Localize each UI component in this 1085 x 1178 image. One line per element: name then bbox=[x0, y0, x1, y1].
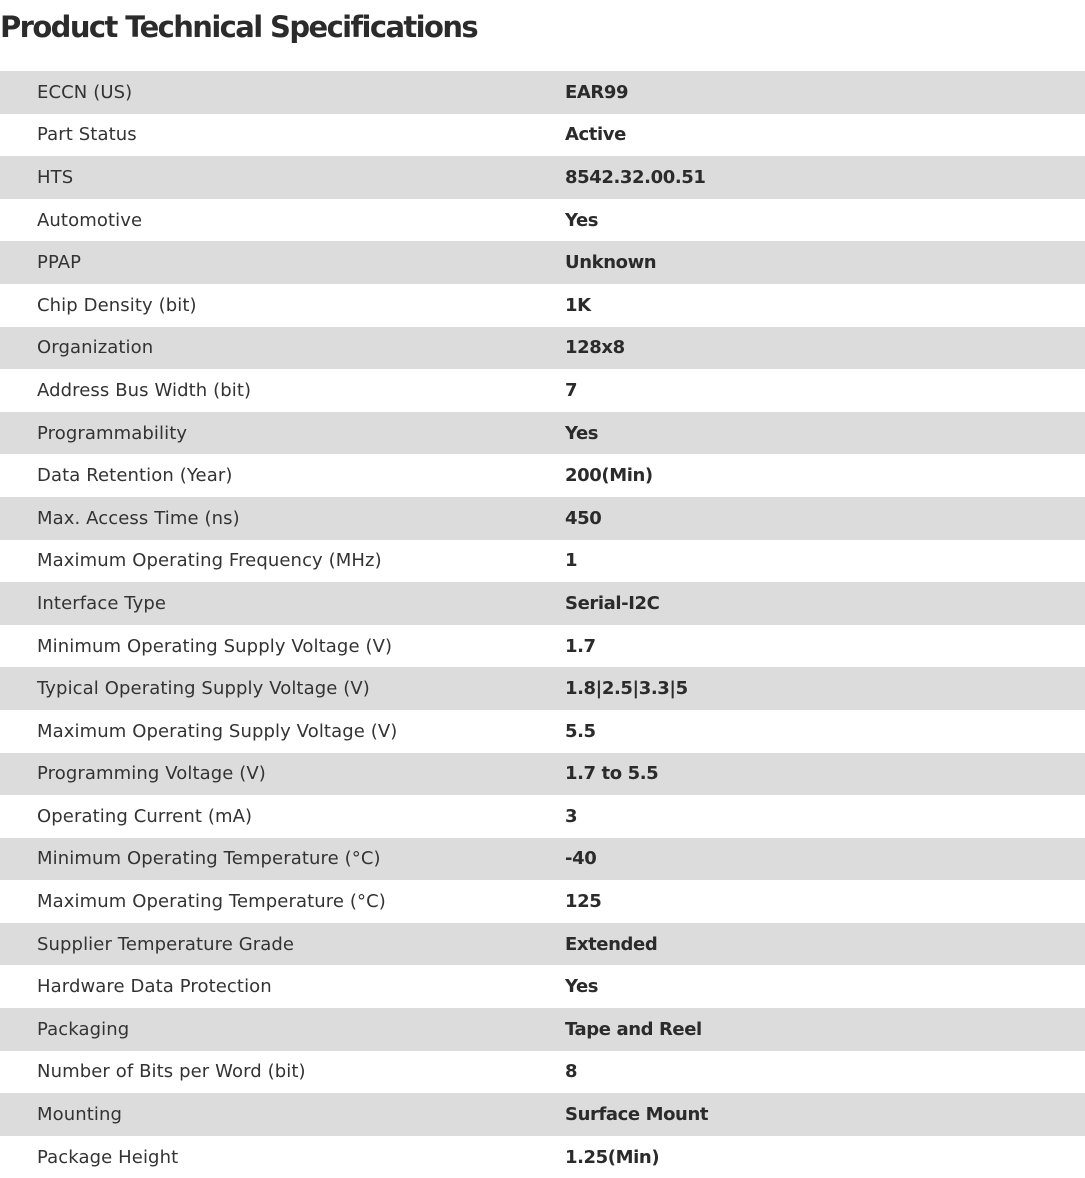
table-row bbox=[0, 412, 1085, 455]
table-row bbox=[0, 923, 1085, 966]
spec-label: Automotive bbox=[37, 209, 143, 231]
spec-label: Interface Type bbox=[37, 592, 167, 614]
spec-label: Supplier Temperature Grade bbox=[37, 933, 295, 955]
table-row bbox=[0, 710, 1085, 753]
table-row bbox=[0, 582, 1085, 625]
spec-value: 1.8|2.5|3.3|5 bbox=[565, 678, 688, 700]
spec-label: Number of Bits per Word (bit) bbox=[37, 1061, 306, 1083]
spec-value: 5.5 bbox=[565, 720, 596, 742]
table-row bbox=[0, 1051, 1085, 1094]
spec-label: Maximum Operating Supply Voltage (V) bbox=[37, 720, 398, 742]
spec-label: Data Retention (Year) bbox=[37, 465, 233, 487]
spec-value: EAR99 bbox=[565, 81, 629, 103]
spec-value: 8542.32.00.51 bbox=[565, 166, 706, 188]
spec-label: Maximum Operating Temperature (°C) bbox=[37, 891, 386, 913]
table-row bbox=[0, 369, 1085, 412]
table-row bbox=[0, 540, 1085, 583]
spec-value: 8 bbox=[565, 1061, 578, 1083]
spec-label: Organization bbox=[37, 337, 154, 359]
table-row bbox=[0, 1093, 1085, 1136]
spec-value: Surface Mount bbox=[565, 1104, 709, 1126]
spec-label: Programmability bbox=[37, 422, 188, 444]
spec-label: Address Bus Width (bit) bbox=[37, 379, 252, 401]
spec-value: Yes bbox=[565, 976, 599, 998]
table-row bbox=[0, 753, 1085, 796]
spec-value: 1.25(Min) bbox=[565, 1146, 660, 1168]
spec-value: Extended bbox=[565, 933, 658, 955]
spec-value: -40 bbox=[565, 848, 597, 870]
spec-label: Operating Current (mA) bbox=[37, 805, 253, 827]
table-row bbox=[0, 880, 1085, 923]
spec-label: Packaging bbox=[37, 1018, 130, 1040]
table-row bbox=[0, 965, 1085, 1008]
spec-table-body bbox=[0, 71, 1085, 1178]
spec-value: 128x8 bbox=[565, 337, 625, 359]
spec-value: 200(Min) bbox=[565, 465, 653, 487]
spec-label: HTS bbox=[37, 166, 74, 188]
table-row bbox=[0, 625, 1085, 668]
spec-label: Maximum Operating Frequency (MHz) bbox=[37, 550, 382, 572]
spec-value: 1.7 to 5.5 bbox=[565, 763, 659, 785]
spec-value: 3 bbox=[565, 805, 578, 827]
spec-table bbox=[0, 71, 1085, 1178]
spec-value: 450 bbox=[565, 507, 602, 529]
table-row bbox=[0, 1008, 1085, 1051]
table-row bbox=[0, 114, 1085, 157]
table-row bbox=[0, 795, 1085, 838]
spec-label: Minimum Operating Supply Voltage (V) bbox=[37, 635, 393, 657]
spec-label: PPAP bbox=[37, 252, 82, 274]
table-row bbox=[0, 284, 1085, 327]
spec-value: Active bbox=[565, 124, 626, 146]
table-row bbox=[0, 71, 1085, 114]
spec-value: Serial-I2C bbox=[565, 592, 660, 614]
spec-value: Unknown bbox=[565, 252, 657, 274]
spec-label: Max. Access Time (ns) bbox=[37, 507, 240, 529]
spec-label: Mounting bbox=[37, 1104, 123, 1126]
spec-label: Part Status bbox=[37, 124, 137, 146]
spec-label: Programming Voltage (V) bbox=[37, 763, 266, 785]
spec-value: 125 bbox=[565, 891, 602, 913]
spec-label: ECCN (US) bbox=[37, 81, 133, 103]
spec-label: Minimum Operating Temperature (°C) bbox=[37, 848, 381, 870]
spec-value: 7 bbox=[565, 379, 578, 401]
table-row bbox=[0, 667, 1085, 710]
table-row bbox=[0, 838, 1085, 881]
table-row bbox=[0, 156, 1085, 199]
spec-value: 1K bbox=[565, 294, 591, 316]
page-title: Product Technical Specifications bbox=[0, 10, 478, 44]
spec-label: Package Height bbox=[37, 1146, 179, 1168]
spec-value: Yes bbox=[565, 422, 599, 444]
table-row bbox=[0, 241, 1085, 284]
spec-label: Hardware Data Protection bbox=[37, 976, 272, 998]
spec-label: Chip Density (bit) bbox=[37, 294, 197, 316]
spec-value: 1 bbox=[565, 550, 578, 572]
table-row bbox=[0, 454, 1085, 497]
table-row bbox=[0, 199, 1085, 242]
spec-label: Typical Operating Supply Voltage (V) bbox=[37, 678, 370, 700]
table-row bbox=[0, 497, 1085, 540]
spec-value: Yes bbox=[565, 209, 599, 231]
spec-value: Tape and Reel bbox=[565, 1018, 702, 1040]
spec-value: 1.7 bbox=[565, 635, 596, 657]
table-row bbox=[0, 327, 1085, 370]
